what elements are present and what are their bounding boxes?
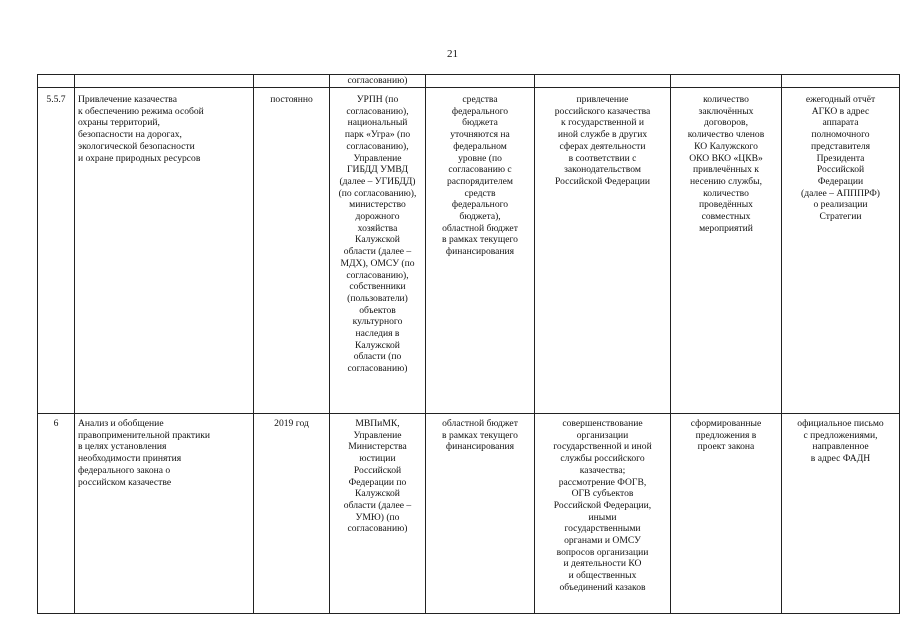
indicator-cell: сформированные предложения в проект закона [671, 414, 782, 614]
responsible-cell: МВПиМК, Управление Министерства юстиции Российской Федерации по Калужской области (далее – УМЮ) (по согласованию) [330, 414, 426, 614]
num-cell: 5.5.7 [38, 88, 75, 414]
funding-cell [426, 75, 535, 88]
activity-cell: Анализ и обобщение правоприменительной практики в целях установления необходимости принятия федерального закона о российском казачестве [75, 414, 254, 614]
report-cell: ежегодный отчёт АГКО в адрес аппарата полномочного представителя Президента Российской Федерации (далее – АПППРФ) о реализации Стратегии [782, 88, 900, 414]
result-cell: привлечение российского казачества к государственной и иной службе в других сферах деятельности в соответствии с законодательством Российской Федерации [535, 88, 671, 414]
num-cell [38, 75, 75, 88]
activity-cell: Привлечение казачества к обеспечению режима особой охраны территорий, безопасности на дорогах, экологической безопасности и охране природных ресурсов [75, 88, 254, 414]
responsible-cell: согласованию) [330, 75, 426, 88]
indicator-cell: количество заключённых договоров, количество членов КО Калужского ОКО ВКО «ЦКВ» привлечённых к несению службы, количество проведённых совместных мероприятий [671, 88, 782, 414]
term-cell [254, 75, 330, 88]
table-row-continuation [38, 75, 900, 88]
num-cell: 6 [38, 414, 75, 614]
term-cell: 2019 год [254, 414, 330, 614]
table-row [38, 414, 900, 614]
responsible-cell: УРПН (по согласованию), национальный парк «Угра» (по согласованию), Управление ГИБДД УМВД (далее – УГИБДД) (по согласованию), министерство дорожного хозяйства Калужской области (далее – МДХ), ОМСУ (по согласованию), собственники (пользователи) объектов культурного наследия в Калужской области (по согласованию) [330, 88, 426, 414]
result-cell [535, 75, 671, 88]
indicator-cell [671, 75, 782, 88]
report-cell [782, 75, 900, 88]
result-cell: совершенствование организации государственной и иной службы российского казачества; рассмотрение ФОГВ, ОГВ субъектов Российской Федерации, иными государственными органами и ОМСУ вопросов организации и деятельности КО и общественных объединений казаков [535, 414, 671, 614]
funding-cell: областной бюджет в рамках текущего финансирования [426, 414, 535, 614]
activity-plan-table [37, 74, 900, 614]
table-row [38, 88, 900, 414]
funding-cell: средства федерального бюджета уточняются на федеральном уровне (по согласованию с распорядителем средств федерального бюджета), областной бюджет в рамках текущего финансирования [426, 88, 535, 414]
term-cell: постоянно [254, 88, 330, 414]
report-cell: официальное письмо с предложениями, направленное в адрес ФАДН [782, 414, 900, 614]
page-number: 21 [447, 48, 458, 60]
activity-cell [75, 75, 254, 88]
